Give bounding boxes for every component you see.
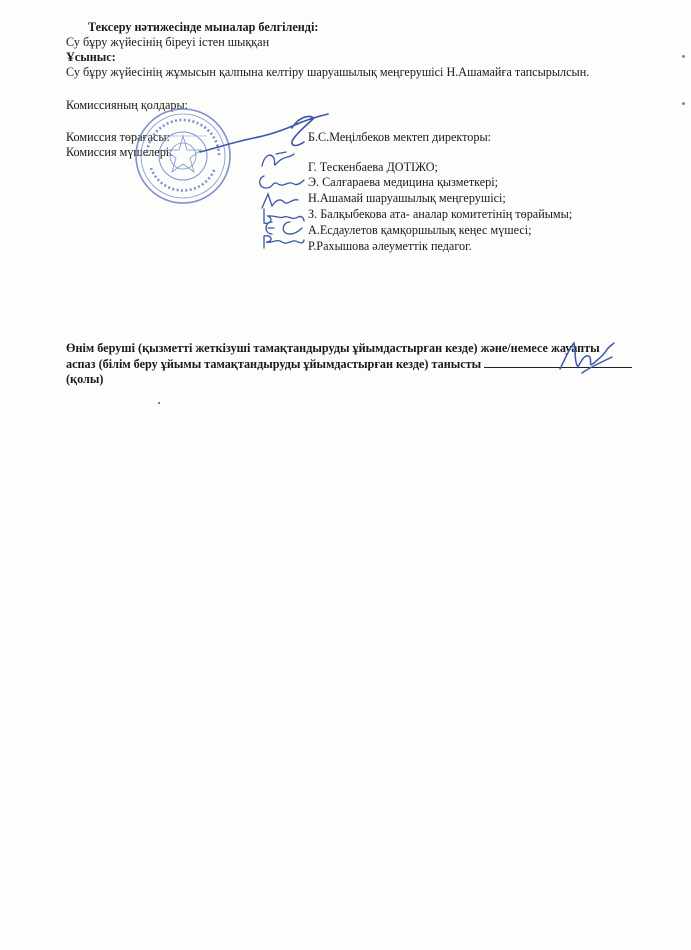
recommendation-text: Су бұру жүйесінің жұмысын қалпына келтіру шаруашылық меңгерушісі Н.Ашамайға тапсырылсын. xyxy=(66,65,590,79)
member-line: Э. Салғараева медицина қызметкері; xyxy=(308,175,499,189)
scan-mark xyxy=(682,55,685,58)
signature-member-icon xyxy=(258,232,306,252)
scan-mark xyxy=(158,402,160,404)
scan-mark xyxy=(682,102,685,105)
signature-member-icon xyxy=(256,148,306,172)
signature-caption: (қолы) xyxy=(66,372,104,386)
member-line: Н.Ашамай шаруашылық меңгерушісі; xyxy=(308,191,506,205)
chair-label: Комиссия төрағасы: xyxy=(66,130,170,144)
member-line: Р.Рахышова әлеуметтік педагог. xyxy=(308,239,472,253)
signatures-heading: Комиссияның қолдары: xyxy=(66,98,189,112)
member-line: Г. Тескенбаева ДОТІЖО; xyxy=(308,160,438,174)
acknowledgement-line-1: Өнім беруші (қызметті жеткізуші тамақтандыруды ұйымдастырған кезде) және/немесе жауапты xyxy=(66,341,600,355)
signature-acknowledgement-icon xyxy=(556,337,618,377)
member-line: З. Балқыбекова ата- аналар комитетінің төрайымы; xyxy=(308,207,573,221)
members-label: Комиссия мүшелері: xyxy=(66,145,173,159)
member-line: А.Есдаулетов қамқоршылық кеңес мүшесі; xyxy=(308,223,532,237)
recommendation-heading: Ұсыныс: xyxy=(66,50,116,64)
findings-heading: Тексеру нәтижесінде мыналар белгіленді: xyxy=(88,20,319,34)
acknowledgement-line-2: аспаз (білім беру ұйымы тамақтандыруды ұйымдастырған кезде) танысты xyxy=(66,357,482,371)
findings-text: Су бұру жүйесінің біреуі істен шыққан xyxy=(66,35,270,49)
chair-name: Б.С.Меңілбеков мектеп директоры: xyxy=(308,130,492,144)
